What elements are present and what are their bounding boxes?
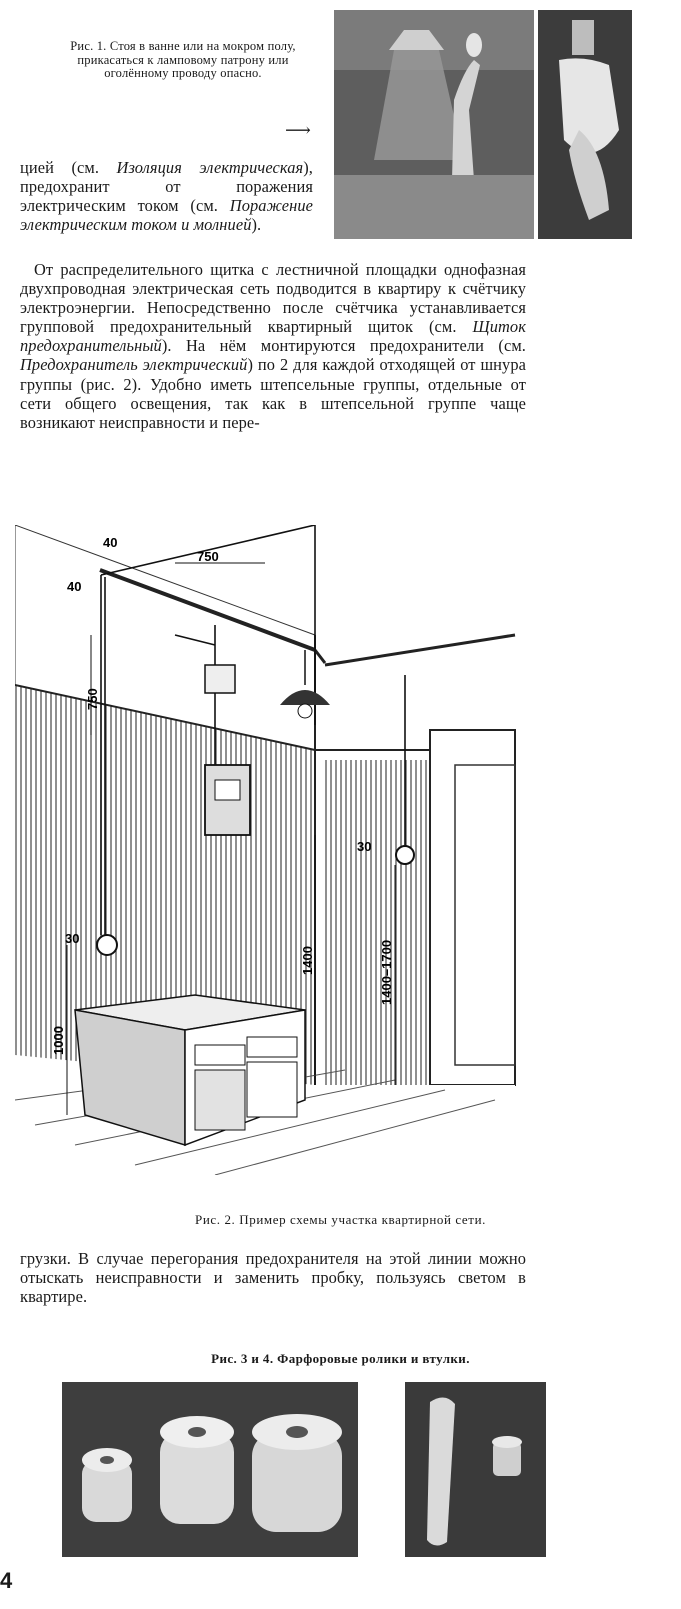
reference-electric-fuse: Предохранитель электрический — [20, 355, 248, 375]
dim-30-left: 30 — [65, 931, 80, 946]
figure-3-4-caption: Рис. 3 и 4. Фарфоровые ролики и втулки. — [211, 1351, 470, 1366]
dim-750-wall: 750 — [85, 688, 100, 710]
page-number: 4 — [0, 1568, 13, 1593]
paragraph-continuation — [20, 158, 313, 234]
dim-40-top: 40 — [103, 535, 118, 550]
figure-1-photo — [334, 10, 632, 239]
text-run: ). — [251, 215, 262, 235]
text-run: От распределительного щитка с лестничной площадки однофазная двухпроводная электрическая сеть подводится в квартиру к счётчику электроэнергии. Непосредственно после счётчика устанавливается групповой предохранительный квартирный щиток (см. — [20, 260, 526, 337]
paragraph-main — [20, 260, 526, 432]
reference-insulation: Изоляция электрическая — [116, 158, 304, 177]
dim-30-right: 30 — [357, 839, 372, 854]
paragraph-end: грузки. В случае перегорания предохранителя на этой линии можно отыскать неисправности и заменить пробку, пользуясь светом в квартире. — [20, 1249, 526, 1307]
text-run: ), предохранит от поражения электрическим током (см. — [20, 158, 313, 216]
dim-1400-1700: 1400–1700 — [379, 939, 394, 1005]
figure-2-caption: Рис. 2. Пример схемы участка квартирной сети. — [195, 1212, 486, 1227]
text-run: ) по 2 для каждой отходящей от шнура группы (рис. 2). Удобно иметь штепсельные группы, отдельные от сети общего освещения, так как в штепсельной группе чаще возникают неисправности и пере- — [20, 355, 527, 432]
dim-750-ceiling: 750 — [197, 549, 219, 564]
dim-40-side: 40 — [67, 579, 82, 594]
dim-1400: 1400 — [300, 946, 315, 975]
reference-electric-shock: Поражение электрическим током и молнией — [20, 196, 313, 235]
figure-4-porcelain-bushings-photo — [405, 1382, 546, 1557]
figure-1-caption: Рис. 1. Стоя в ванне или на мокром полу, прикасаться к ламповому патрону или оголённому проводу опасно. — [70, 39, 296, 80]
arrow-right-icon: ⟶ — [285, 120, 311, 140]
text-run: цией (см. — [20, 158, 117, 177]
figure-3-porcelain-rollers-photo — [62, 1382, 358, 1557]
reference-fuse-panel: Щиток предохранительный — [20, 317, 526, 356]
dim-1000: 1000 — [51, 1026, 66, 1055]
text-run: ). На нём монтируются предохранители (см. — [161, 336, 526, 356]
figure-2-wiring-diagram — [15, 525, 525, 1175]
